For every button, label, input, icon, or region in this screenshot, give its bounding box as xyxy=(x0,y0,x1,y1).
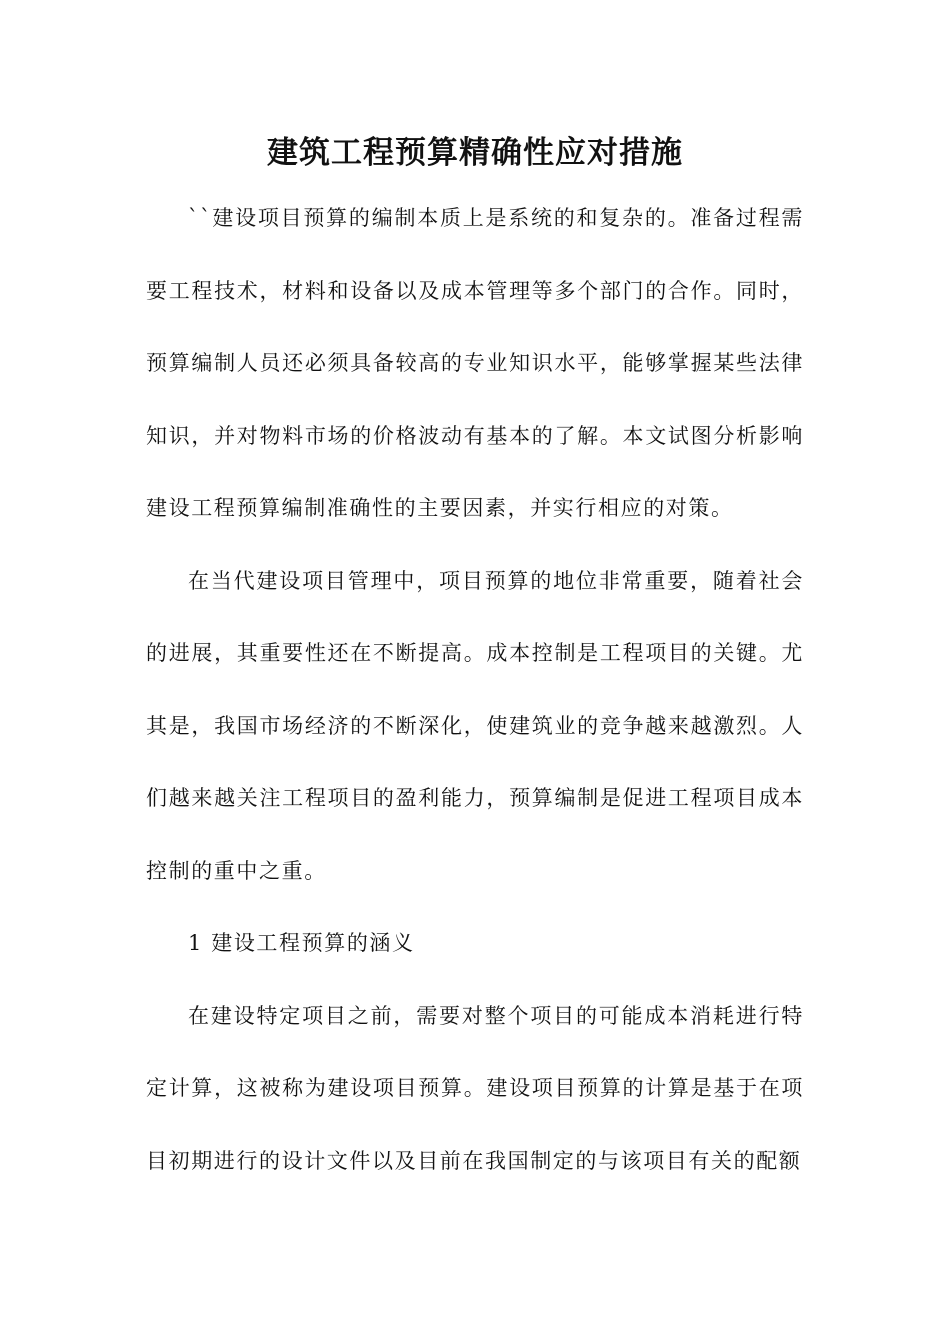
document-body xyxy=(146,182,804,1197)
paragraph-importance: 在当代建设项目管理中，项目预算的地位非常重要，随着社会的进展，其重要性还在不断提高。成本控制是工程项目的关键。尤其是，我国市场经济的不断深化，使建筑业的竞争越来越激烈。人们越来越关注工程项目的盈利能力，预算编制是促进工程项目成本控制的重中之重。 xyxy=(146,568,804,883)
section-heading: 1 建设工程预算的涵义 xyxy=(188,931,415,955)
paragraph-intro: ``建设项目预算的编制本质上是系统的和复杂的。准备过程需要工程技术，材料和设备以及成本管理等多个部门的合作。同时，预算编制人员还必须具备较高的专业知识水平，能够掌握某些法律知识，并对物料市场的价格波动有基本的了解。本文试图分析影响建设工程预算编制准确性的主要因素，并实行相应的对策。 xyxy=(146,206,804,520)
paragraph-definition: 在建设特定项目之前，需要对整个项目的可能成本消耗进行特定计算，这被称为建设项目预算。建设项目预算的计算是基于在项目初期进行的设计文件以及目前在我国制定的与该项目有关的配额 xyxy=(146,1003,804,1173)
document-title: 建筑工程预算精确性应对措施 xyxy=(267,135,683,171)
